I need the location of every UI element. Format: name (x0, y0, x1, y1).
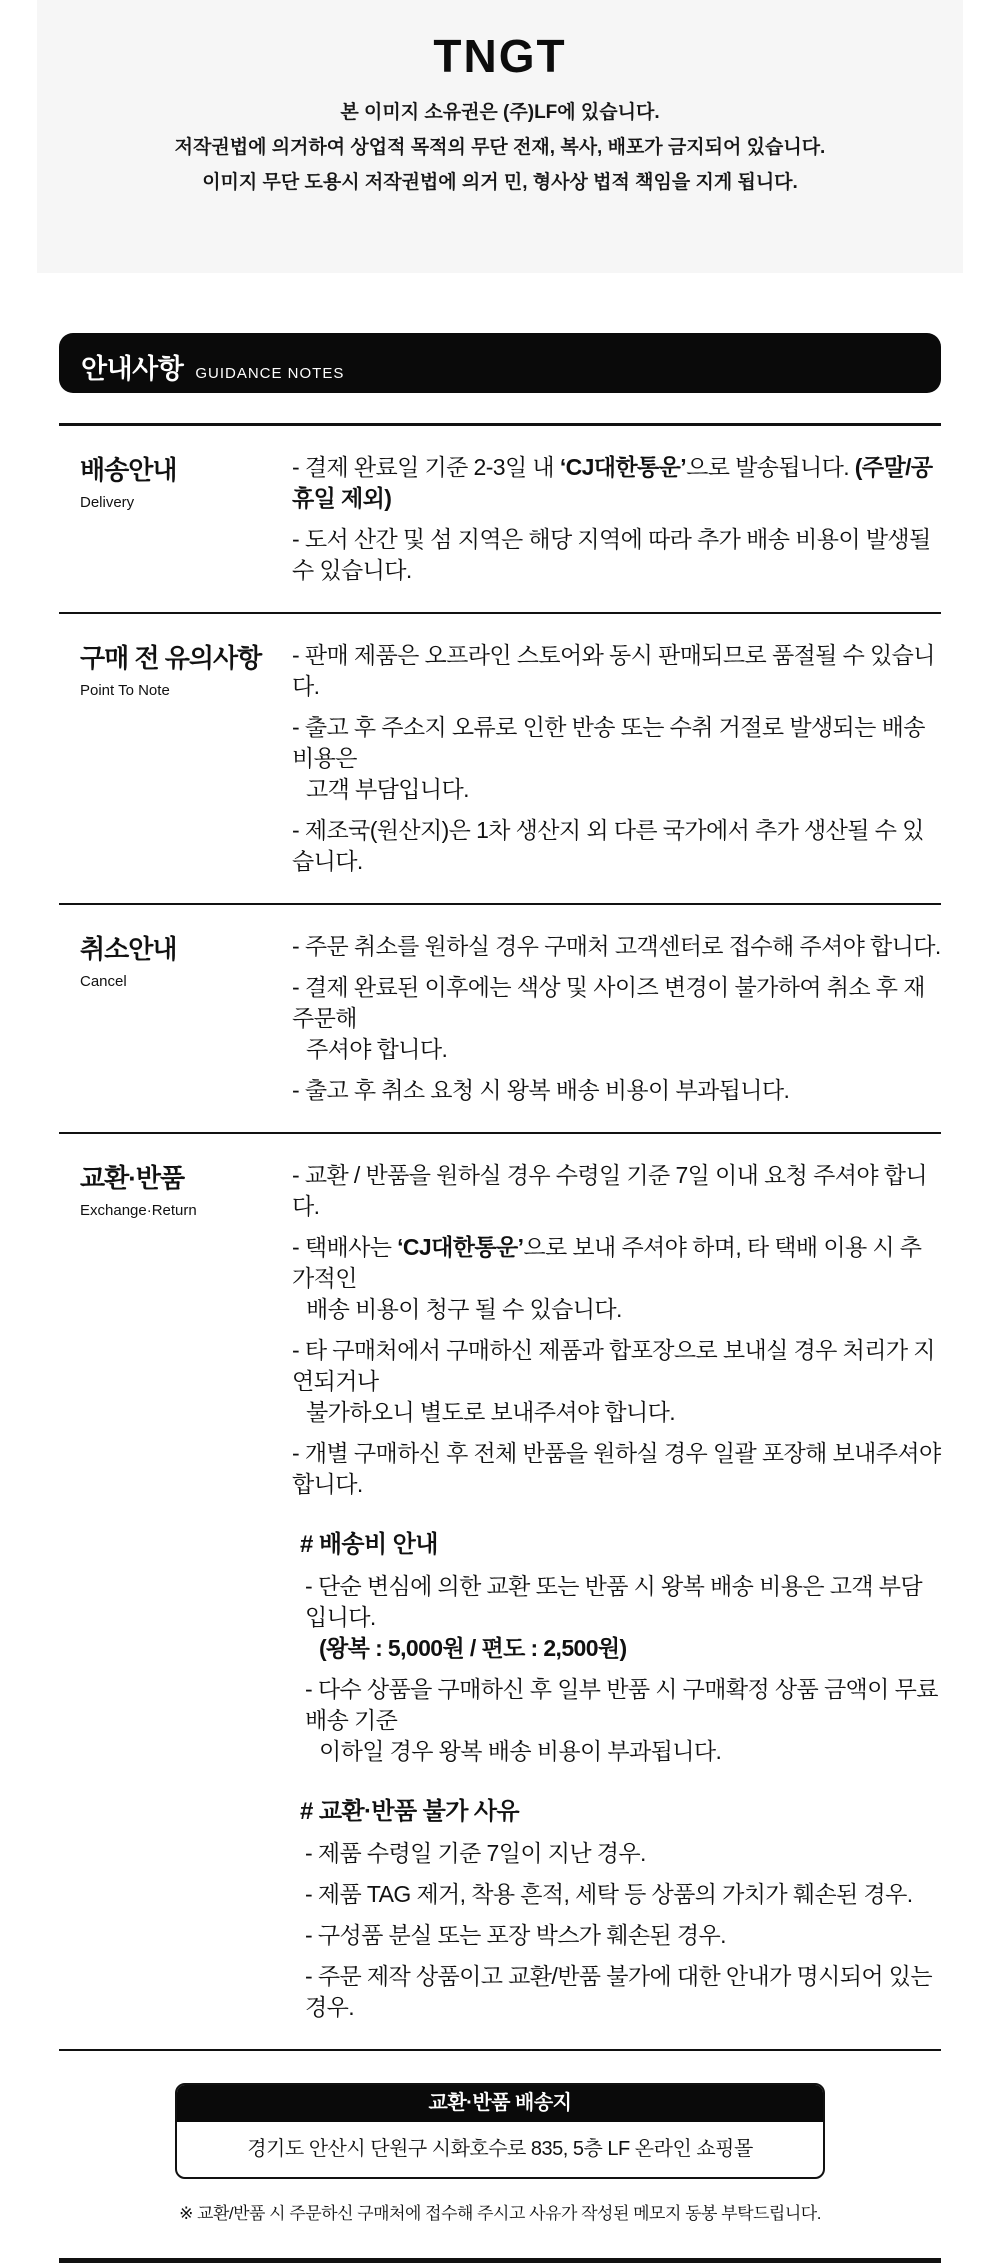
bullet-line: - 제조국(원산지)은 1차 생산지 외 다른 국가에서 추가 생산될 수 있습니다. (292, 817, 924, 874)
section-body (292, 450, 941, 586)
section-title: 취소안내 (80, 934, 177, 964)
section-delivery (59, 426, 941, 614)
bullet-item (305, 1961, 941, 2023)
section-subtitle: Delivery (80, 494, 135, 511)
bullet-line: - 제품 TAG 제거, 착용 흔적, 세탁 등 상품의 가치가 훼손된 경우. (305, 1881, 913, 1907)
bullet-line: - 타 구매처에서 구매하신 제품과 합포장으로 보내실 경우 처리가 지연되거나 (292, 1337, 935, 1394)
subsection-heading-no-exchange: # 교환·반품 불가 사유 (300, 1798, 520, 1825)
bullet-item (292, 452, 941, 514)
section-subtitle: Cancel (80, 973, 127, 990)
subsection-heading-shipping-fee: # 배송비 안내 (300, 1531, 438, 1558)
bullet-item (292, 524, 941, 586)
copyright-line: 본 이미지 소유권은 (주)LF에 있습니다. (340, 102, 660, 124)
section-cancel (59, 905, 941, 1134)
section-body (292, 1158, 941, 2023)
return-address-header: 교환·반품 배송지 (177, 2085, 823, 2122)
bullet-item (305, 1674, 941, 1767)
bullet-item (292, 1335, 941, 1428)
bullet-line: - 도서 산간 및 섬 지역은 해당 지역에 따라 추가 배송 비용이 발생될 수 있습니다. (292, 526, 931, 583)
copyright-text (37, 95, 963, 200)
guidance-title-ko: 안내사항 (81, 354, 184, 384)
guidance-sections (59, 423, 941, 2051)
return-address-box (175, 2083, 825, 2179)
bullet-line: - 개별 구매하신 후 전체 반품을 원하실 경우 일괄 포장해 보내주셔야 합니다. (292, 1440, 941, 1497)
copyright-line: 저작권법에 의거하여 상업적 목적의 무단 전재, 복사, 배포가 금지되어 있습니다. (174, 137, 826, 159)
bullet-item (305, 1879, 941, 1910)
bullet-line: - 다수 상품을 구매하신 후 일부 반품 시 구매확정 상품 금액이 무료배송 기준 (305, 1676, 938, 1733)
bullet-line: - 택배사는 ‘CJ대한통운’으로 보내 주셔야 하며, 타 택배 이용 시 추가적인 (292, 1234, 922, 1291)
bullet-item (292, 640, 941, 702)
bullet-line: - 판매 제품은 오프라인 스토어와 동시 판매되므로 품절될 수 있습니다. (292, 642, 935, 699)
bullet-item (292, 1232, 941, 1325)
section-body (292, 638, 941, 877)
section-title: 구매 전 유의사항 (80, 643, 262, 673)
bullet-item (305, 1920, 941, 1951)
section-subtitle: Point To Note (80, 682, 170, 699)
section-title-block (59, 1158, 292, 2023)
section-title: 교환·반품 (80, 1163, 185, 1193)
bullet-line: - 교환 / 반품을 원하실 경우 수령일 기준 7일 이내 요청 주셔야 합니다. (292, 1162, 927, 1219)
bullet-item (292, 931, 941, 962)
bullet-line: - 주문 제작 상품이고 교환/반품 불가에 대한 안내가 명시되어 있는 경우. (305, 1963, 933, 2020)
section-exchange-return (59, 1134, 941, 2051)
bullet-line: - 구성품 분실 또는 포장 박스가 훼손된 경우. (305, 1922, 726, 1948)
bullet-line: - 출고 후 취소 요청 시 왕복 배송 비용이 부과됩니다. (292, 1077, 790, 1103)
section-body (292, 929, 941, 1106)
bottom-divider (59, 2258, 941, 2263)
bullet-item (292, 1438, 941, 1500)
section-point-to-note (59, 614, 941, 905)
bullet-line: - 결제 완료된 이후에는 색상 및 사이즈 변경이 불가하여 취소 후 재주문해 (292, 974, 925, 1031)
section-title-block (59, 638, 292, 877)
copyright-line: 이미지 무단 도용시 저작권법에 의거 민, 형사상 법적 책임을 지게 됩니다. (202, 172, 798, 194)
bullet-line: (왕복 : 5,000원 / 편도 : 2,500원) (319, 1635, 627, 1661)
bullet-item (292, 972, 941, 1065)
bullet-line: - 출고 후 주소지 오류로 인한 반송 또는 수취 거절로 발생되는 배송 비용은 (292, 714, 925, 771)
section-title-block (59, 450, 292, 586)
bullet-line: 주셔야 합니다. (306, 1036, 448, 1062)
section-subtitle: Exchange·Return (80, 1202, 197, 1219)
bullet-item (305, 1838, 941, 1869)
return-address-value: 경기도 안산시 단원구 시화호수로 835, 5층 LF 온라인 쇼핑몰 (247, 2138, 753, 2160)
bullet-item (292, 712, 941, 805)
copyright-banner (37, 0, 963, 273)
guidance-title-en: GUIDANCE NOTES (195, 365, 345, 382)
bullet-item (292, 1075, 941, 1106)
section-title-block (59, 929, 292, 1106)
bullet-line: - 주문 취소를 원하실 경우 구매처 고객센터로 접수해 주셔야 합니다. (292, 933, 941, 959)
bullet-item (305, 1571, 941, 1664)
guidance-content (59, 333, 941, 2263)
bullet-line: 배송 비용이 청구 될 수 있습니다. (306, 1296, 622, 1322)
bullet-line: 이하일 경우 왕복 배송 비용이 부과됩니다. (319, 1738, 722, 1764)
footnote: ※ 교환/반품 시 주문하신 구매처에 접수해 주시고 사유가 작성된 메모지 동봉 부탁드립니다. (179, 2204, 821, 2223)
bullet-item (292, 1160, 941, 1222)
bullet-line: - 단순 변심에 의한 교환 또는 반품 시 왕복 배송 비용은 고객 부담입니다. (305, 1573, 922, 1630)
bullet-line: - 결제 완료일 기준 2-3일 내 ‘CJ대한통운’으로 발송됩니다. (주말/공휴일 제외) (292, 454, 933, 511)
bullet-line: - 제품 수령일 기준 7일이 지난 경우. (305, 1840, 646, 1866)
bullet-item (292, 815, 941, 877)
guidance-notes-bar (59, 333, 941, 393)
section-title: 배송안내 (80, 455, 177, 485)
brand-logo: TNGT (433, 30, 567, 82)
bullet-line: 불가하오니 별도로 보내주셔야 합니다. (306, 1399, 676, 1425)
bullet-line: 고객 부담입니다. (306, 776, 469, 802)
